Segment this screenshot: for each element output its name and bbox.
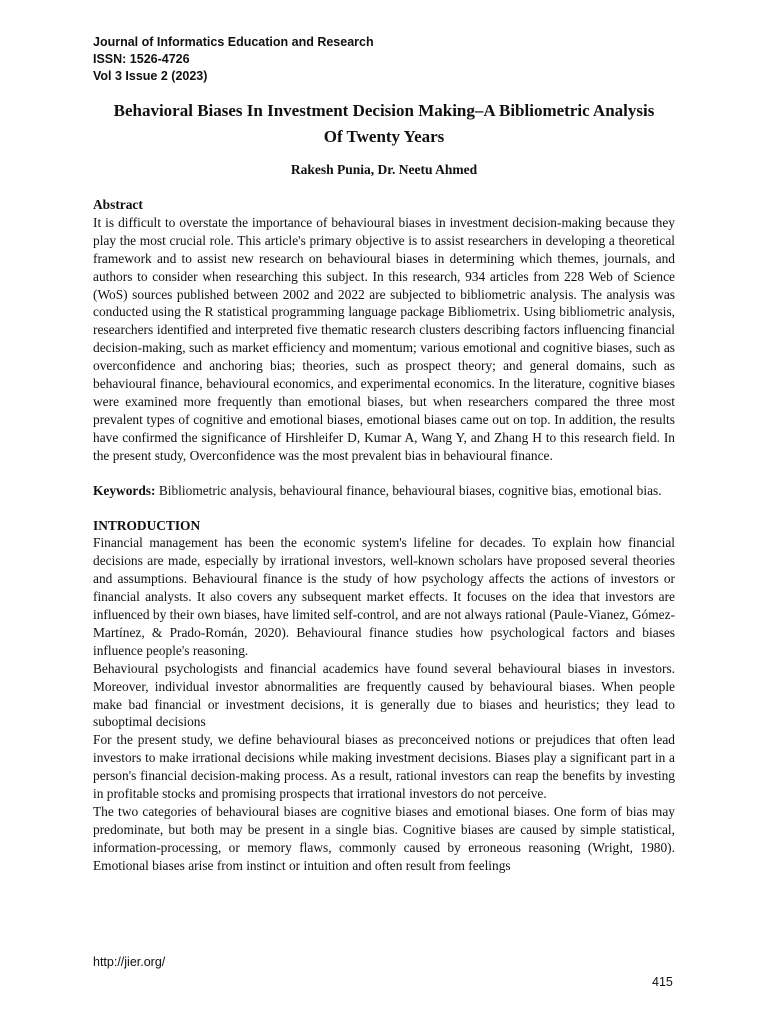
intro-paragraph-2: Behavioural psychologists and financial academics have found several behavioural biases in investors. Moreover, individual investor abnormalities are frequently caused by behavioural biases. When people make bad financial or investment decisions, it is generally due to biases and heuristics; they lead to suboptimal decisions xyxy=(93,660,675,730)
intro-paragraph-3: For the present study, we define behavioural biases as preconceived notions or prejudices that often lead investors to make irrational decisions while making investment decisions. Biases play a significant part in a person's financial decision-making process. As a result, rational investors can reap the benefits by investing in profitable stocks and promising prospects that irrational investors do not perceive. xyxy=(93,732,675,802)
paper-title xyxy=(80,98,688,150)
footer-url: http://jier.org/ xyxy=(93,955,166,969)
title-line-2: Of Twenty Years xyxy=(323,127,445,146)
keywords xyxy=(93,482,675,500)
journal-name: Journal of Informatics Education and Research xyxy=(93,35,374,49)
paper-body xyxy=(93,196,675,875)
introduction-heading: INTRODUCTION xyxy=(93,517,201,533)
journal-issn: ISSN: 1526-4726 xyxy=(93,52,190,66)
intro-paragraph-1: Financial management has been the economic system's lifeline for decades. To explain how financial decisions are made, especially by irrational investors, well-known scholars have proposed several theories and assumptions. Behavioural finance is the study of how psychology affects the actions of investors or financial analysts. It also covers any subsequent market effects. It focuses on the idea that investors are influenced by their own biases, have limited self-control, and are not always rational (Paule-Vianez, Gómez-Martínez, & Prado-Román, 2020). Behavioural finance studies how psychological factors and biases influence people's reasoning. xyxy=(93,535,675,658)
journal-header xyxy=(93,34,374,85)
journal-volume: Vol 3 Issue 2 (2023) xyxy=(93,69,208,83)
intro-paragraph-4: The two categories of behavioural biases are cognitive biases and emotional biases. One form of bias may predominate, but both may be present in a single bias. Cognitive biases are caused by simple statistical, information-processing, or memory flaws, commonly caused by erroneous reasoning (Wright, 1980). Emotional biases arise from instinct or intuition and often result from feelings xyxy=(93,804,675,873)
keywords-label: Keywords: xyxy=(93,482,156,498)
title-line-1: Behavioral Biases In Investment Decision Making–A Bibliometric Analysis xyxy=(113,101,655,120)
abstract-heading: Abstract xyxy=(93,197,143,212)
abstract-text: It is difficult to overstate the importance of behavioural biases in investment decision-making because they play the most crucial role. This article's primary objective is to assist researchers in developing a theoretical framework and to assist new research on behavioural biases in determining which themes, journals, and authors to consider when researching this subject. In this research, 934 articles from 228 Web of Science (WoS) sources published between 2002 and 2022 are subjected to bibliometric analysis. The analysis was conducted using the R statistical programming language package Bibliometrix. Using bibliometric analysis, researchers identified and interpreted five thematic research clusters describing factors influencing financial decision-making, such as market efficiency and momentum; various emotional and cognitive biases, such as overconfidence and anchoring bias; theories, such as prospect theory; and general domains, such as behavioural finance, behavioural economics, and experimental economics. In the literature, cognitive biases were examined more frequently than emotional biases, but when researchers compared the three most prevalent types of cognitive and emotional biases, emotional biases came out on top. In addition, the results have confirmed the significance of Hirshleifer D, Kumar A, Wang Y, and Zhang H to this research field. In the present study, Overconfidence was the most prevalent bias in behavioural finance. xyxy=(93,214,675,463)
paper-authors: Rakesh Punia, Dr. Neetu Ahmed xyxy=(290,162,478,177)
page-number: 415 xyxy=(652,975,673,989)
keywords-text: Bibliometric analysis, behavioural finance, behavioural biases, cognitive bias, emotional bias. xyxy=(155,482,662,498)
